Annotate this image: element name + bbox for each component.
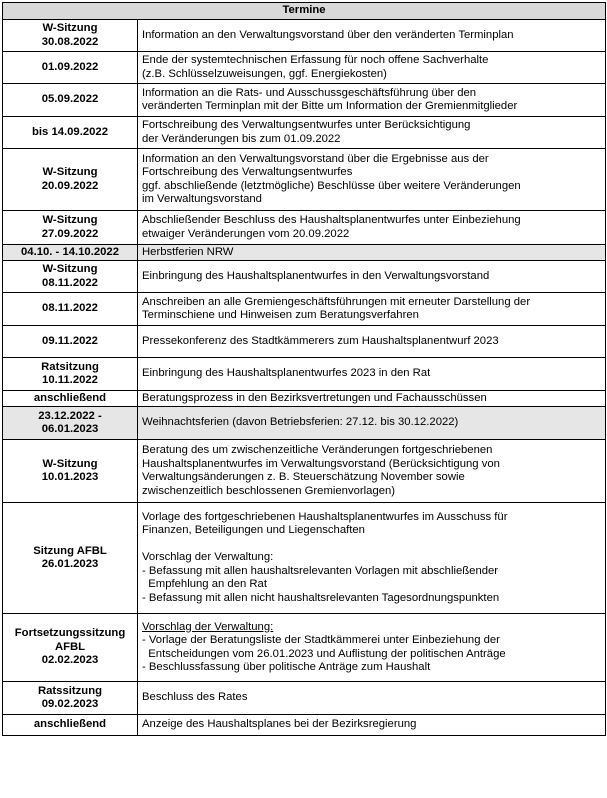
description-cell — [138, 261, 606, 293]
table-row — [3, 211, 606, 245]
description-line: Ende der systemtechnischen Erfassung für noch offene Sachverhalte — [142, 54, 489, 66]
description-line: Information an den Verwaltungsvorstand über den veränderten Terminplan — [142, 28, 514, 41]
date-cell — [3, 149, 138, 211]
description-line: der Veränderungen bis zum 01.09.2022 — [142, 132, 341, 145]
date-cell — [3, 614, 138, 682]
description-cell — [138, 407, 606, 440]
date-line: W-Sitzung — [42, 263, 98, 275]
date-line: 02.02.2023 — [41, 654, 99, 667]
date-line: 09.11.2022 — [42, 334, 98, 347]
table-row — [3, 84, 606, 117]
date-line: AFBL — [54, 640, 86, 653]
description-cell — [138, 440, 606, 503]
date-cell — [3, 407, 138, 440]
date-line: Fortsetzungssitzung — [14, 627, 126, 640]
table-row — [3, 117, 606, 149]
description-line: Vorlage des fortgeschriebenen Haushaltsplanentwurfes im Ausschuss für — [142, 510, 508, 523]
date-cell — [3, 440, 138, 503]
date-cell — [3, 391, 138, 407]
description-cell — [138, 682, 606, 715]
description-cell — [138, 358, 606, 391]
description-line: Anzeige des Haushaltsplanes bei der Bezirksregierung — [142, 718, 417, 731]
description-line: Finanzen, Beteiligungen und Liegenschaften — [142, 524, 365, 537]
date-cell — [3, 261, 138, 293]
description-cell — [138, 52, 606, 84]
date-cell — [3, 326, 138, 358]
date-line: W-Sitzung — [42, 22, 98, 34]
description-line: Einbringung des Haushaltsplanentwurfes in den Verwaltungsvorstand — [142, 269, 490, 282]
table-row — [3, 261, 606, 293]
description-cell — [138, 20, 606, 52]
table-row — [3, 407, 606, 440]
table-row — [3, 391, 606, 407]
date-line: anschließend — [33, 718, 107, 731]
description-line: Beschluss des Rates — [142, 691, 248, 704]
table-row — [3, 293, 606, 326]
table-row — [3, 614, 606, 682]
description-cell — [138, 391, 606, 407]
table-row — [3, 440, 606, 503]
date-cell — [3, 20, 138, 52]
table-row — [3, 52, 606, 84]
table-row — [3, 358, 606, 391]
description-line: Herbstferien NRW — [142, 245, 234, 258]
date-cell — [3, 117, 138, 149]
description-cell — [138, 84, 606, 117]
date-line: 04.10. - 14.10.2022 — [21, 245, 119, 258]
date-line: 26.01.2023 — [41, 558, 99, 570]
date-cell — [3, 52, 138, 84]
description-cell — [138, 293, 606, 326]
description-line: Weihnachtsferien (davon Betriebsferien: 27.12. bis 30.12.2022) — [142, 416, 459, 429]
description-line: veränderten Terminplan mit der Bitte um Information der Gremienmitglieder — [142, 100, 518, 112]
description-line: Beratungsprozess in den Bezirksvertretungen und Fachausschüssen — [142, 391, 487, 404]
date-line: W-Sitzung — [42, 457, 98, 470]
description-line: Fortschreibung des Verwaltungsentwurfes unter Berücksichtigung — [142, 119, 471, 131]
description-line: Information an den Verwaltungsvorstand über die Ergebnisse aus der — [142, 152, 489, 165]
date-cell — [3, 358, 138, 391]
description-cell — [138, 715, 606, 736]
date-line: 30.08.2022 — [41, 35, 99, 48]
date-line: 08.11.2022 — [42, 276, 98, 289]
description-line: - Befassung mit allen nicht haushaltsrelevanten Tagesordnungspunkten — [142, 591, 500, 604]
description-line: im Verwaltungsvorstand — [142, 193, 262, 205]
date-line: anschließend — [33, 391, 107, 404]
header-row — [3, 3, 606, 20]
date-cell — [3, 503, 138, 614]
table-row — [3, 715, 606, 736]
description-line: - Vorlage der Beratungsliste der Stadtkämmerei unter Einbeziehung der — [142, 634, 500, 646]
date-line: 08.11.2022 — [42, 302, 98, 315]
description-line: ggf. abschließende (letztmögliche) Beschlüsse über weitere Veränderungen — [142, 179, 521, 192]
termine-table — [2, 2, 606, 736]
description-line: Haushaltsplanentwurfes im Verwaltungsvorstand (Berücksichtigung von — [142, 457, 500, 470]
description-line: - Beschlussfassung über politische Anträge zum Haushalt — [142, 661, 431, 673]
description-line: Beratung des um zwischenzeitliche Veränderungen fortgeschriebenen — [142, 444, 493, 456]
description-cell — [138, 149, 606, 211]
date-line: Ratssitzung — [37, 684, 103, 697]
description-cell — [138, 211, 606, 245]
date-line: W-Sitzung — [42, 214, 98, 226]
description-cell — [138, 614, 606, 682]
date-line: 10.11.2022 — [42, 374, 98, 386]
description-cell — [138, 245, 606, 261]
description-line: Pressekonferenz des Stadtkämmerers zum Haushaltsplanentwurf 2023 — [142, 334, 499, 347]
description-line: Vorschlag der Verwaltung: — [142, 620, 274, 633]
description-cell — [138, 117, 606, 149]
date-line: W-Sitzung — [42, 166, 98, 178]
date-line: 05.09.2022 — [41, 93, 99, 106]
description-line: Information an die Rats- und Ausschussgeschäftsführung über den — [142, 86, 477, 99]
date-line: 27.09.2022 — [41, 227, 99, 240]
table-title: Termine — [3, 3, 606, 20]
description-line: Verwaltungsänderungen z. B. Steuerschätzung November sowie — [142, 471, 465, 483]
table-row — [3, 149, 606, 211]
date-line: bis 14.09.2022 — [31, 125, 108, 138]
description-line: Empfehlung an den Rat — [142, 578, 267, 591]
date-line: Ratsitzung — [41, 360, 99, 373]
date-cell — [3, 84, 138, 117]
table-row — [3, 245, 606, 261]
description-line: etwaiger Veränderungen vom 20.09.2022 — [142, 227, 350, 240]
date-line: Sitzung AFBL — [33, 544, 107, 557]
date-line: 09.02.2023 — [41, 698, 99, 710]
table-row — [3, 326, 606, 358]
table-row — [3, 682, 606, 715]
description-line: zwischenzeitlich beschlossenen Gremienvorlagen) — [142, 484, 396, 497]
date-line: 01.09.2022 — [41, 60, 99, 73]
table-row — [3, 20, 606, 52]
date-cell — [3, 245, 138, 261]
date-line: 20.09.2022 — [41, 179, 99, 192]
description-line: Vorschlag der Verwaltung: — [142, 551, 274, 564]
date-line: 06.01.2023 — [41, 423, 99, 435]
table-row — [3, 503, 606, 614]
date-cell — [3, 682, 138, 715]
description-line: Anschreiben an alle Gremiengeschäftsführungen mit erneuter Darstellung der — [142, 295, 531, 308]
description-line: Abschließender Beschluss des Haushaltsplanentwurfes unter Einbeziehung — [142, 214, 521, 226]
date-line: 10.01.2023 — [41, 471, 99, 483]
description-line: - Befassung mit allen haushaltsrelevanten Vorlagen mit abschließender — [142, 564, 499, 577]
date-cell — [3, 293, 138, 326]
description-line: Einbringung des Haushaltsplanentwurfes 2023 in den Rat — [142, 367, 431, 380]
date-line: 23.12.2022 - — [38, 409, 102, 422]
description-line: Entscheidungen vom 26.01.2023 und Auflistung der politischen Anträge — [142, 647, 506, 660]
date-cell — [3, 715, 138, 736]
description-line: Fortschreibung des Verwaltungsentwurfes — [142, 166, 353, 178]
description-line: Terminschiene und Hinweisen zum Beratungsverfahren — [142, 309, 419, 321]
description-cell — [138, 503, 606, 614]
description-cell — [138, 326, 606, 358]
description-line: (z.B. Schlüsselzuweisungen, ggf. Energiekosten) — [142, 67, 387, 80]
date-cell — [3, 211, 138, 245]
description-line — [142, 538, 601, 552]
